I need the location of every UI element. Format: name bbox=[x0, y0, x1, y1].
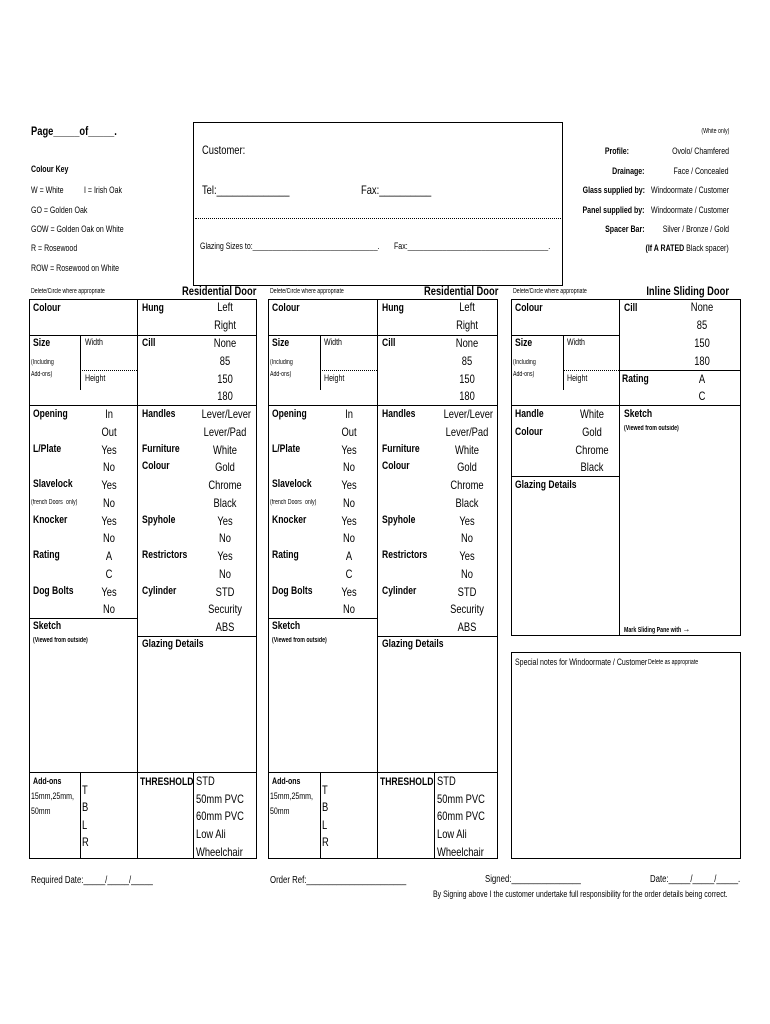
restrictors-option-no[interactable]: No bbox=[461, 567, 473, 581]
addons-sizes: 15mm,25mm, bbox=[31, 791, 74, 801]
handles-option[interactable]: Lever/Lever bbox=[201, 407, 252, 421]
spyhole-label: Spyhole bbox=[382, 514, 416, 526]
cylinder-label: Cylinder bbox=[142, 585, 177, 597]
arrow-right-icon: → bbox=[682, 624, 691, 635]
threshold-option[interactable]: STD bbox=[437, 774, 456, 788]
restrictors-option-yes[interactable]: Yes bbox=[217, 549, 233, 563]
height-field[interactable]: Height bbox=[567, 373, 588, 383]
furniture-colour-label: Colour bbox=[142, 460, 170, 472]
panel-supplied-label: Panel supplied by: bbox=[582, 205, 645, 215]
addon-option-t[interactable]: T bbox=[322, 783, 328, 797]
restrictors-label: Restrictors bbox=[142, 549, 188, 561]
glazing-details-label: Glazing Details bbox=[515, 479, 577, 491]
sketch-label: Sketch bbox=[624, 408, 653, 420]
order-ref-field[interactable]: Order Ref:_______________________ bbox=[270, 875, 407, 886]
required-date-field[interactable]: Required Date:_____/_____/_____ bbox=[31, 875, 153, 886]
threshold-option[interactable]: 60mm PVC bbox=[437, 809, 485, 823]
delete-circle-note: Delete/Circle where appropriate bbox=[270, 288, 344, 295]
addon-option-r[interactable]: R bbox=[322, 835, 329, 849]
opening-option-in[interactable]: In bbox=[105, 407, 113, 421]
cill-option[interactable]: 150 bbox=[459, 372, 475, 386]
special-notes-box[interactable] bbox=[511, 652, 741, 859]
rating-option-a[interactable]: A bbox=[345, 549, 353, 563]
colour-key-item: GOW = Golden Oak on White bbox=[31, 224, 124, 234]
profile-label: Profile: bbox=[604, 146, 629, 156]
spyhole-option-yes[interactable]: Yes bbox=[217, 514, 233, 528]
colour-key-item: W = White bbox=[31, 185, 64, 195]
lplate-option-yes[interactable]: Yes bbox=[101, 443, 117, 457]
cylinder-option[interactable]: STD bbox=[215, 585, 235, 599]
spyhole-option-no[interactable]: No bbox=[461, 531, 473, 545]
mark-sliding-pane-note: Mark Sliding Pane with → bbox=[624, 624, 691, 635]
handle-colour-label: Colour bbox=[515, 426, 543, 438]
furniture-colour-label: Colour bbox=[382, 460, 410, 472]
threshold-option[interactable]: 60mm PVC bbox=[196, 809, 244, 823]
white-only-note: (White only) bbox=[700, 128, 729, 135]
hung-option-left[interactable]: Left bbox=[459, 300, 475, 314]
addons-sizes: 50mm bbox=[31, 806, 51, 816]
cill-option[interactable]: 85 bbox=[461, 354, 473, 368]
threshold-label: THRESHOLD bbox=[380, 776, 434, 788]
knocker-option-yes[interactable]: Yes bbox=[101, 514, 117, 528]
colour-key-item: ROW = Rosewood on White bbox=[31, 263, 119, 273]
including-note: Add-ons) bbox=[513, 371, 535, 378]
height-field[interactable]: Height bbox=[85, 373, 106, 383]
spyhole-option-yes[interactable]: Yes bbox=[459, 514, 475, 528]
handle-colour-option[interactable]: Chrome bbox=[575, 443, 609, 457]
colour-key-item: GO = Golden Oak bbox=[31, 205, 88, 215]
including-note: (Including bbox=[270, 359, 293, 366]
opening-option-out[interactable]: Out bbox=[101, 425, 117, 439]
french-doors-note: only) bbox=[305, 499, 317, 506]
slavelock-option-no[interactable]: No bbox=[343, 496, 355, 510]
size-label: Size bbox=[33, 337, 51, 349]
customer-label[interactable]: Customer: bbox=[202, 143, 246, 157]
cylinder-option[interactable]: Security bbox=[208, 602, 242, 616]
cill-option[interactable]: None bbox=[455, 336, 479, 350]
cill-option[interactable]: 180 bbox=[217, 389, 233, 403]
cylinder-option[interactable]: ABS bbox=[215, 620, 235, 634]
glass-supplied-options[interactable]: Windoormate / Customer bbox=[650, 185, 729, 195]
addons-label: Add-ons bbox=[272, 776, 301, 786]
french-doors-note: (french Doors bbox=[31, 499, 63, 506]
hung-option-left[interactable]: Left bbox=[217, 300, 233, 314]
hung-label: Hung bbox=[382, 302, 404, 314]
furniture-option[interactable]: Chrome bbox=[208, 478, 242, 492]
spyhole-label: Spyhole bbox=[142, 514, 176, 526]
knocker-label: Knocker bbox=[33, 514, 68, 526]
profile-options[interactable]: Ovolo/ Chamfered bbox=[672, 146, 729, 156]
slavelock-label: Slavelock bbox=[33, 478, 73, 490]
handles-option[interactable]: Lever/Pad bbox=[445, 425, 489, 439]
handle-label: Handle bbox=[515, 408, 544, 420]
restrictors-option-no[interactable]: No bbox=[219, 567, 231, 581]
residential-door-title: Residential Door bbox=[423, 284, 498, 298]
spacer-bar-options[interactable]: Silver / Bronze / Gold bbox=[662, 224, 729, 234]
handles-option[interactable]: Lever/Pad bbox=[203, 425, 247, 439]
addons-label: Add-ons bbox=[33, 776, 62, 786]
delete-circle-note: Delete/Circle where appropriate bbox=[31, 288, 105, 295]
furniture-option[interactable]: Gold bbox=[457, 460, 477, 474]
addon-option-b[interactable]: B bbox=[82, 800, 89, 814]
glazing-fax-field[interactable]: Fax:____________________________________. bbox=[394, 241, 551, 251]
threshold-label: THRESHOLD bbox=[140, 776, 194, 788]
colour-key-item: R = Rosewood bbox=[31, 243, 78, 253]
size-label: Size bbox=[515, 337, 533, 349]
width-field[interactable]: Width bbox=[85, 337, 103, 347]
lplate-option-no[interactable]: No bbox=[343, 460, 355, 474]
cill-label: Cill bbox=[624, 302, 638, 314]
colour-label: Colour bbox=[33, 302, 61, 314]
page-number-label: Page_____of_____. bbox=[31, 124, 117, 138]
knocker-option-no[interactable]: No bbox=[343, 531, 355, 545]
rating-option-c[interactable]: C bbox=[105, 567, 113, 581]
furniture-option[interactable]: White bbox=[213, 443, 237, 457]
inline-sliding-door-title: Inline Sliding Door bbox=[646, 284, 729, 298]
lplate-option-yes[interactable]: Yes bbox=[341, 443, 357, 457]
date-field[interactable]: Date:_____/_____/_____. bbox=[650, 874, 741, 885]
furniture-label: Furniture bbox=[142, 443, 180, 455]
cylinder-option[interactable]: Security bbox=[450, 602, 484, 616]
rating-label: Rating bbox=[622, 373, 649, 385]
dog-bolts-label: Dog Bolts bbox=[33, 585, 74, 597]
colour-key-title: Colour Key bbox=[31, 164, 69, 174]
handles-option[interactable]: Lever/Lever bbox=[443, 407, 494, 421]
rating-label: Rating bbox=[33, 549, 60, 561]
addon-option-r[interactable]: R bbox=[82, 835, 89, 849]
lplate-label: L/Plate bbox=[33, 443, 62, 455]
sketch-label: Sketch bbox=[33, 620, 62, 632]
knocker-option-yes[interactable]: Yes bbox=[341, 514, 357, 528]
viewed-from-outside-note: (Viewed from outside) bbox=[272, 637, 327, 644]
height-field[interactable]: Height bbox=[324, 373, 345, 383]
cill-option[interactable]: 85 bbox=[219, 354, 231, 368]
spacer-bar-label: Spacer Bar: bbox=[605, 224, 645, 234]
glass-supplied-label: Glass supplied by: bbox=[582, 185, 645, 195]
threshold-option[interactable]: Low Ali bbox=[196, 827, 226, 841]
cylinder-option[interactable]: ABS bbox=[457, 620, 477, 634]
hung-option-right[interactable]: Right bbox=[214, 318, 236, 332]
tel-field[interactable]: Tel:______________ bbox=[202, 183, 290, 197]
restrictors-option-yes[interactable]: Yes bbox=[459, 549, 475, 563]
opening-label: Opening bbox=[272, 408, 307, 420]
handle-colour-option[interactable]: White bbox=[580, 407, 604, 421]
delete-circle-note: Delete/Circle where appropriate bbox=[513, 288, 587, 295]
viewed-from-outside-note: (Viewed from outside) bbox=[33, 637, 88, 644]
disclaimer-text: By Signing above I the customer undertake full responsibility for the order details being correct. bbox=[433, 889, 728, 899]
furniture-label: Furniture bbox=[382, 443, 420, 455]
furniture-option[interactable]: Black bbox=[455, 496, 479, 510]
glazing-sizes-field[interactable]: Glazing Sizes to:________________________________. bbox=[200, 241, 380, 251]
panel-supplied-options[interactable]: Windoormate / Customer bbox=[650, 205, 729, 215]
threshold-option[interactable]: 50mm PVC bbox=[196, 792, 244, 806]
sketch-label: Sketch bbox=[272, 620, 301, 632]
opening-option-in[interactable]: In bbox=[345, 407, 353, 421]
addon-option-l[interactable]: L bbox=[322, 818, 328, 832]
slavelock-option-no[interactable]: No bbox=[103, 496, 115, 510]
delete-as-appropriate-note: Delete as appropriate bbox=[648, 659, 699, 666]
rating-option-a[interactable]: A bbox=[698, 372, 706, 386]
opening-option-out[interactable]: Out bbox=[341, 425, 357, 439]
special-notes-label: Special notes for Windoormate / Customer bbox=[515, 657, 648, 667]
spyhole-option-no[interactable]: No bbox=[219, 531, 231, 545]
dog-bolts-option-yes[interactable]: Yes bbox=[341, 585, 357, 599]
french-doors-note: only) bbox=[66, 499, 78, 506]
threshold-option[interactable]: Wheelchair bbox=[437, 845, 484, 859]
threshold-option[interactable]: Wheelchair bbox=[196, 845, 243, 859]
cill-option[interactable]: 180 bbox=[459, 389, 475, 403]
dog-bolts-option-no[interactable]: No bbox=[343, 602, 355, 616]
cill-option[interactable]: None bbox=[213, 336, 237, 350]
handles-label: Handles bbox=[142, 408, 176, 420]
colour-label: Colour bbox=[272, 302, 300, 314]
including-note: Add-ons) bbox=[31, 371, 53, 378]
glazing-details-label: Glazing Details bbox=[382, 638, 444, 650]
addons-sizes: 15mm,25mm, bbox=[270, 791, 313, 801]
residential-door-title: Residential Door bbox=[181, 284, 256, 298]
viewed-from-outside-note: (Viewed from outside) bbox=[624, 425, 679, 432]
furniture-option[interactable]: Black bbox=[213, 496, 237, 510]
rated-note: (If A RATED Black spacer) bbox=[645, 243, 729, 253]
slavelock-option-yes[interactable]: Yes bbox=[101, 478, 117, 492]
drainage-options[interactable]: Face / Concealed bbox=[673, 166, 729, 176]
cill-option[interactable]: 150 bbox=[217, 372, 233, 386]
handle-colour-option[interactable]: Gold bbox=[582, 425, 602, 439]
fax-field[interactable]: Fax:__________ bbox=[361, 183, 432, 197]
slavelock-option-yes[interactable]: Yes bbox=[341, 478, 357, 492]
colour-label: Colour bbox=[515, 302, 543, 314]
rating-option-c[interactable]: C bbox=[698, 389, 706, 403]
addon-option-t[interactable]: T bbox=[82, 783, 88, 797]
glazing-details-label: Glazing Details bbox=[142, 638, 204, 650]
width-field[interactable]: Width bbox=[324, 337, 342, 347]
cill-option[interactable]: 150 bbox=[694, 336, 710, 350]
furniture-option[interactable]: Chrome bbox=[450, 478, 484, 492]
drainage-label: Drainage: bbox=[612, 166, 645, 176]
cill-option[interactable]: None bbox=[690, 300, 714, 314]
dotted-divider bbox=[195, 218, 561, 219]
hung-label: Hung bbox=[142, 302, 164, 314]
knocker-label: Knocker bbox=[272, 514, 307, 526]
addon-option-b[interactable]: B bbox=[322, 800, 329, 814]
cill-label: Cill bbox=[382, 337, 396, 349]
french-doors-note: (french Doors bbox=[270, 499, 302, 506]
signed-field[interactable]: Signed:________________ bbox=[485, 874, 581, 885]
including-note: Add-ons) bbox=[270, 371, 292, 378]
opening-label: Opening bbox=[33, 408, 68, 420]
cill-label: Cill bbox=[142, 337, 156, 349]
dog-bolts-label: Dog Bolts bbox=[272, 585, 313, 597]
threshold-option[interactable]: Low Ali bbox=[437, 827, 467, 841]
handle-colour-option[interactable]: Black bbox=[580, 460, 604, 474]
rating-option-a[interactable]: A bbox=[105, 549, 113, 563]
addons-sizes: 50mm bbox=[270, 806, 290, 816]
addon-option-l[interactable]: L bbox=[82, 818, 88, 832]
width-field[interactable]: Width bbox=[567, 337, 585, 347]
rating-option-c[interactable]: C bbox=[345, 567, 353, 581]
size-label: Size bbox=[272, 337, 290, 349]
hung-option-right[interactable]: Right bbox=[456, 318, 478, 332]
furniture-option[interactable]: Gold bbox=[215, 460, 235, 474]
handles-label: Handles bbox=[382, 408, 416, 420]
lplate-label: L/Plate bbox=[272, 443, 301, 455]
rating-label: Rating bbox=[272, 549, 299, 561]
furniture-option[interactable]: White bbox=[455, 443, 479, 457]
slavelock-label: Slavelock bbox=[272, 478, 312, 490]
dog-bolts-option-no[interactable]: No bbox=[103, 602, 115, 616]
knocker-option-no[interactable]: No bbox=[103, 531, 115, 545]
cylinder-label: Cylinder bbox=[382, 585, 417, 597]
colour-key-item: I = Irish Oak bbox=[84, 185, 123, 195]
cylinder-option[interactable]: STD bbox=[457, 585, 477, 599]
restrictors-label: Restrictors bbox=[382, 549, 428, 561]
threshold-option[interactable]: STD bbox=[196, 774, 215, 788]
dog-bolts-option-yes[interactable]: Yes bbox=[101, 585, 117, 599]
cill-option[interactable]: 85 bbox=[696, 318, 708, 332]
cill-option[interactable]: 180 bbox=[694, 354, 710, 368]
including-note: (Including bbox=[513, 359, 536, 366]
customer-box bbox=[193, 122, 563, 286]
lplate-option-no[interactable]: No bbox=[103, 460, 115, 474]
including-note: (Including bbox=[31, 359, 54, 366]
threshold-option[interactable]: 50mm PVC bbox=[437, 792, 485, 806]
